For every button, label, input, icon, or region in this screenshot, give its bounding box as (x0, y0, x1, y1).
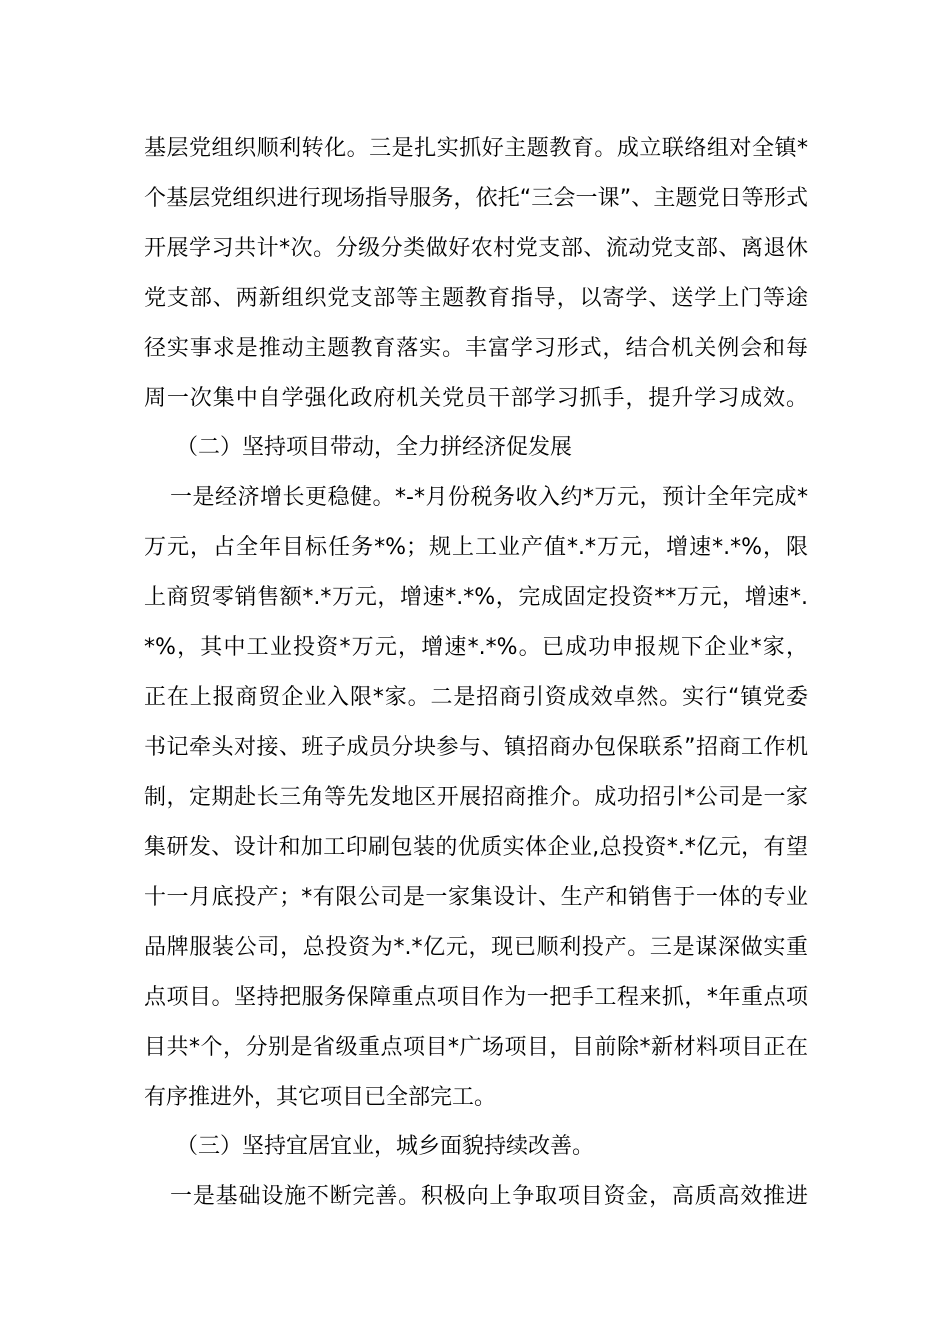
paragraph-line: 书记牵头对接、班子成员分块参与、镇招商办包保联系”招商工作机 (144, 735, 808, 760)
paragraph-line: 品牌服装公司，总投资为*.*亿元，现已顺利投产。三是谋深做实重 (144, 935, 808, 960)
section-heading: （三）坚持宜居宜业，城乡面貌持续改善。 (176, 1134, 595, 1159)
paragraph-line: 开展学习共计*次。分级分类做好农村党支部、流动党支部、离退休 (144, 236, 808, 261)
paragraph-line: 目共*个，分别是省级重点项目*广场项目，目前除*新材料项目正在 (144, 1035, 808, 1060)
paragraph-line: 十一月底投产；*有限公司是一家集设计、生产和销售于一体的专业 (144, 885, 808, 910)
paragraph-line: 制，定期赴长三角等先发地区开展招商推介。成功招引*公司是一家 (144, 785, 808, 810)
paragraph-line: 径实事求是推动主题教育落实。丰富学习形式，结合机关例会和每 (144, 336, 808, 361)
paragraph-line: 上商贸零销售额*.*万元，增速*.*%，完成固定投资**万元，增速*. (144, 585, 808, 610)
paragraph-line: 一是经济增长更稳健。*-*月份税务收入约*万元，预计全年完成* (170, 485, 808, 510)
paragraph-line: 一是基础设施不断完善。积极向上争取项目资金，高质高效推进 (170, 1184, 808, 1209)
section-heading: （二）坚持项目带动，全力拼经济促发展 (176, 435, 573, 460)
paragraph-line: 周一次集中自学强化政府机关党员干部学习抓手，提升学习成效。 (144, 386, 808, 411)
paragraph-line: 万元，占全年目标任务*%；规上工业产值*.*万元，增速*.*%，限 (144, 535, 808, 560)
paragraph-line: 个基层党组织进行现场指导服务，依托“三会一课”、主题党日等形式 (144, 186, 808, 211)
paragraph-line: 党支部、两新组织党支部等主题教育指导，以寄学、送学上门等途 (144, 286, 808, 311)
paragraph-line: 集研发、设计和加工印刷包装的优质实体企业,总投资*.*亿元，有望 (144, 835, 808, 860)
paragraph-line: 有序推进外，其它项目已全部完工。 (144, 1085, 497, 1110)
paragraph-line: *%，其中工业投资*万元，增速*.*%。已成功申报规下企业*家， (144, 635, 808, 660)
paragraph-line: 基层党组织顺利转化。三是扎实抓好主题教育。成立联络组对全镇* (144, 136, 808, 161)
paragraph-line: 点项目。坚持把服务保障重点项目作为一把手工程来抓，*年重点项 (144, 985, 808, 1010)
paragraph-line: 正在上报商贸企业入限*家。二是招商引资成效卓然。实行“镇党委 (144, 685, 808, 710)
